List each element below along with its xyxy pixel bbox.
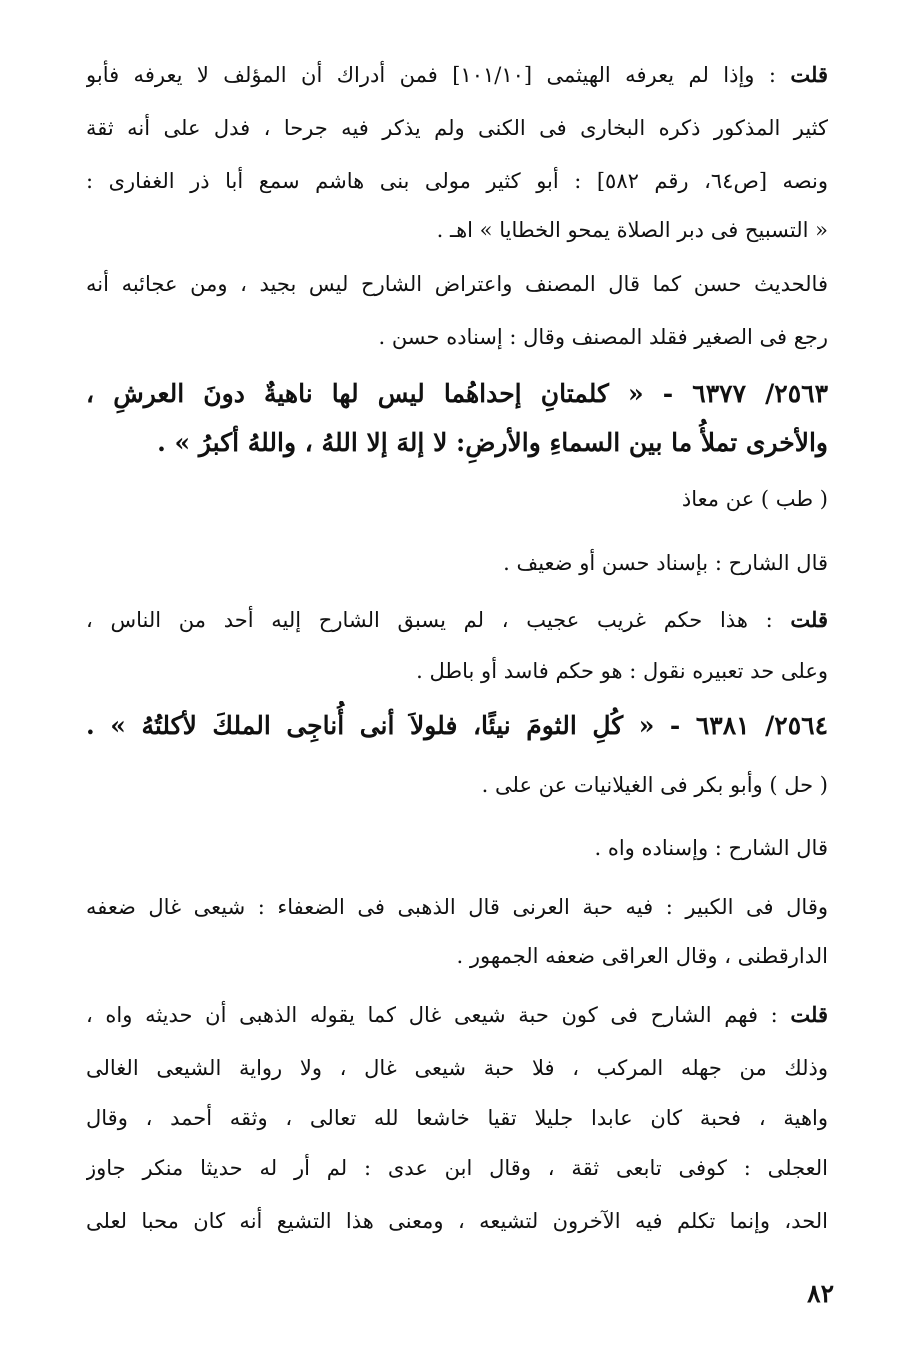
text-line (86, 595, 828, 645)
line-text: ( طب ) عن معاذ (681, 487, 828, 511)
line-text: : وإذا لم يعرفه الهيثمى [١٠١/١٠] فمن أدراك أن المؤلف لا يعرفه فأبو (86, 63, 791, 87)
text-line (86, 474, 828, 524)
line-text: واهية ، فحبة كان عابدا جليلا تقيا خاشعا لله تعالى ، وثقه أحمد ، وقال (86, 1106, 828, 1130)
text-line (86, 931, 828, 981)
line-text: : هذا حكم غريب عجيب ، لم يسبق الشارح إليه أحد من الناس ، (86, 608, 791, 632)
line-text: وعلى حد تعبيره نقول : هو حكم فاسد أو باطل . (416, 659, 828, 683)
text-line (86, 205, 828, 255)
line-text: ( حل ) وأبو بكر فى الغيلانيات عن على . (481, 773, 828, 797)
text-line (86, 646, 828, 696)
text-line (86, 990, 828, 1040)
text-line (86, 538, 828, 588)
text-line (86, 156, 828, 206)
line-text: رجع فى الصغير فقلد المصنف وقال : إسناده حسن . (378, 325, 828, 349)
line-lead: قلت (790, 1002, 828, 1027)
line-text: فالحديث حسن كما قال المصنف واعتراض الشارح ليس بجيد ، ومن عجائبه أنه (86, 272, 828, 296)
line-text: : فهم الشارح فى كون حبة شيعى غال كما يقوله الذهبى أن حديثه واه ، (86, 1003, 791, 1027)
hadith-line (86, 418, 828, 468)
line-text: العجلى : كوفى تابعى ثقة ، وقال ابن عدى : لم أر له حديثا منكر جاوز (86, 1156, 828, 1180)
line-text: الدارقطنى ، وقال العراقى ضعفه الجمهور . (456, 944, 828, 968)
text-line (86, 1043, 828, 1093)
line-text: كثير المذكور ذكره البخارى فى الكنى ولم يذكر فيه جرحا ، فدل على أنه ثقة (86, 116, 828, 140)
hadith-line (86, 369, 828, 419)
line-text: وذلك من جهله المركب ، فلا حبة شيعى غال ، ولا رواية الشيعى الغالى (86, 1056, 828, 1080)
text-line (86, 1093, 828, 1143)
text-line (86, 760, 828, 810)
text-line (86, 259, 828, 309)
line-text: قال الشارح : وإسناده واه . (594, 836, 828, 860)
line-text: وقال فى الكبير : فيه حبة العرنى قال الذهبى فى الضعفاء : شيعى غال ضعفه (86, 895, 828, 919)
line-text: الحد، وإنما تكلم فيه الآخرون لتشيعه ، ومعنى هذا التشيع أنه كان محبا لعلى (86, 1209, 828, 1233)
text-line (86, 50, 828, 100)
line-text: والأخرى تملأُ ما بين السماءِ والأرضِ: لا إلهَ إلا اللهُ ، واللهُ أكبرُ » . (157, 428, 828, 457)
text-line (86, 1143, 828, 1193)
line-lead: قلت (790, 607, 828, 632)
page-number: ٨٢ (807, 1279, 834, 1308)
line-text: ٢٥٦٣/ ٦٣٧٧ - « كلمتانِ إحداهُما ليس لها ناهيةٌ دونَ العرشِ ، (86, 379, 828, 408)
text-line (86, 312, 828, 362)
line-lead: قلت (790, 62, 828, 87)
text-line (86, 882, 828, 932)
text-line (86, 103, 828, 153)
line-text: « التسبيح فى دبر الصلاة يمحو الخطايا » اهـ . (436, 218, 828, 242)
text-line (86, 1196, 828, 1246)
text-line (86, 823, 828, 873)
hadith-line (86, 701, 828, 751)
line-text: ونصه [ص٦٤، رقم ٥٨٢] : أبو كثير مولى بنى هاشم سمع أبا ذر الغفارى : (86, 169, 828, 193)
line-text: ٢٥٦٤/ ٦٣٨١ - « كُلِ الثومَ نيئًا، فلولاَ أنى أُناجِى الملكَ لأكلتُهُ » . (86, 711, 828, 740)
line-text: قال الشارح : بإسناد حسن أو ضعيف . (503, 551, 828, 575)
